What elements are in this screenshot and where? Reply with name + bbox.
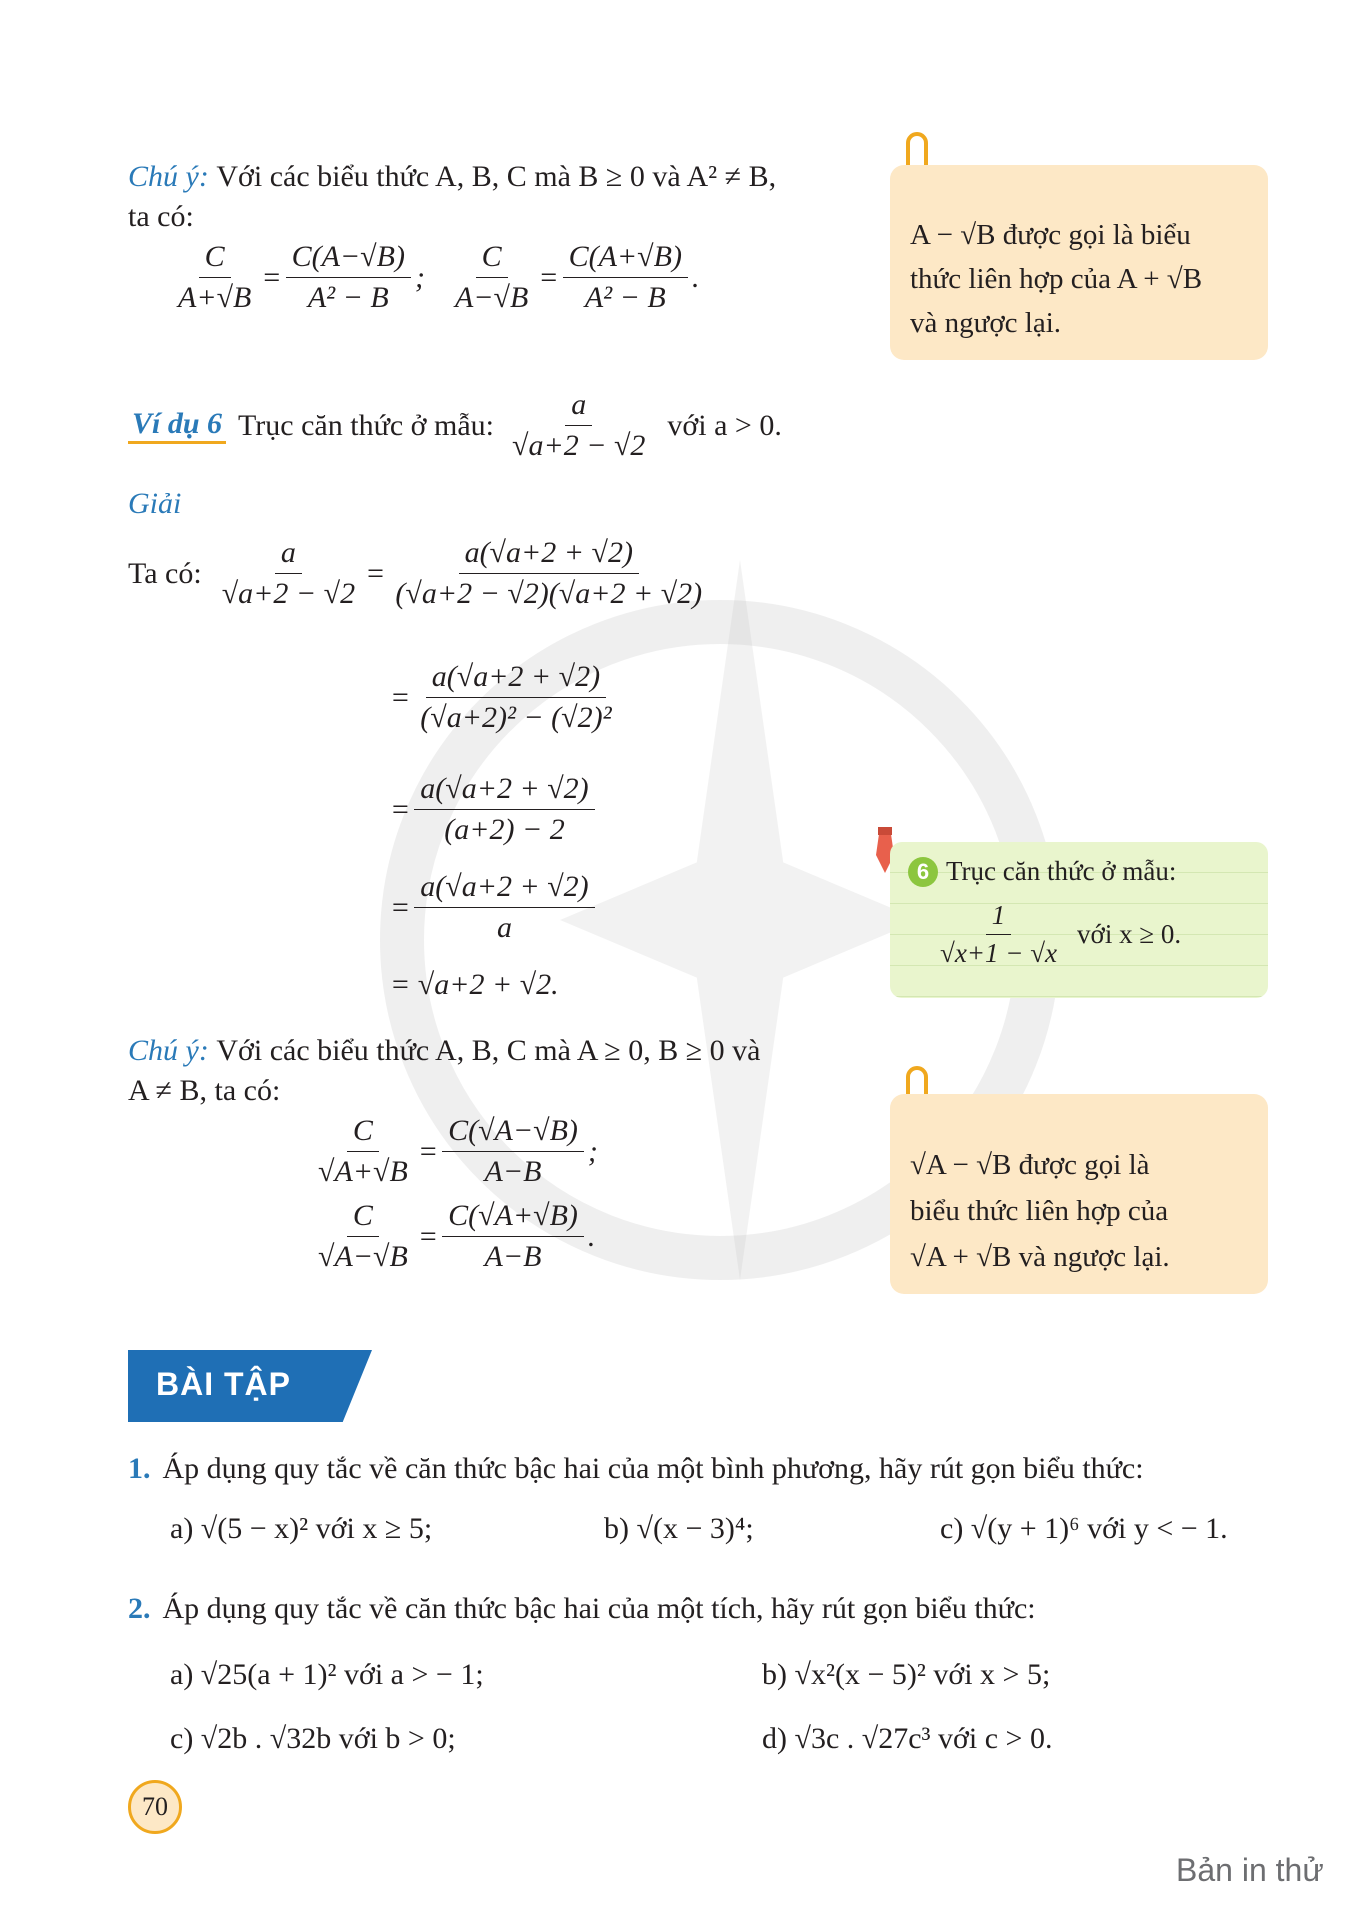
exercise-text: Áp dụng quy tắc về căn thức bậc hai của một tích, hãy rút gọn biểu thức:: [162, 1592, 1036, 1625]
side-note-line: và ngược lại.: [910, 307, 1062, 339]
side-note-line: thức liên hợp của A + √B: [910, 263, 1203, 295]
note-text: A ≠ B, ta có:: [128, 1074, 281, 1107]
fraction-denominator: A−√B: [454, 281, 529, 314]
exercises-header: BÀI TẬP: [156, 1366, 291, 1402]
practice-6-box: [890, 842, 1268, 998]
note-label: Chú ý:: [128, 160, 209, 193]
practice-number-badge: 6: [908, 857, 938, 887]
note-1-formulas: $\frac{C}{A+√B}$ = $\frac{C(A-√B)}{\text{A² − B}}$ ; $\frac{C}{A-√B}$ = $\frac{C(A+√B)}{\text{A² − B}}$ .: [168, 240, 868, 315]
fraction-denominator: (√a+2)² − (√2)²: [420, 701, 612, 734]
note-2-formula-2: $\frac{C}{√A-√B}$ = $\frac{C(√A+√B)}{A-B}$ .: [308, 1199, 868, 1274]
fraction-denominator: A−B: [484, 1240, 542, 1273]
exercise-number: 1.: [128, 1452, 151, 1485]
note-1: [128, 160, 868, 315]
practice-prompt: Trục căn thức ở mẫu:: [946, 856, 1177, 886]
solution-step-5: = √a+2 + √2.: [390, 968, 559, 1001]
fraction-denominator: A−B: [484, 1155, 542, 1188]
example-prompt: Trục căn thức ở mẫu:: [238, 408, 494, 442]
fraction-numerator: a(√a+2 + √2): [426, 660, 606, 698]
fraction-denominator: (√a+2 − √2)(√a+2 + √2): [395, 577, 703, 610]
note-2: [128, 1034, 868, 1274]
example-6: [128, 388, 782, 463]
fraction-numerator: a: [275, 536, 302, 574]
fraction-denominator: √A−√B: [318, 1240, 408, 1273]
exercise-text: Áp dụng quy tắc về căn thức bậc hai của một bình phương, hãy rút gọn biểu thức:: [162, 1452, 1144, 1485]
fraction-denominator: √x+1 − √x: [940, 938, 1058, 968]
fraction-numerator: C(A+√B): [563, 240, 688, 278]
fraction-numerator: C: [199, 240, 231, 278]
exercise-1c: c) √(y + 1)⁶ với y < − 1.: [940, 1512, 1228, 1545]
note-text: ta có:: [128, 200, 194, 233]
solution-step-1: Ta có: $\frac{a}{√a+2 - √2}$ = $\frac{a(√a+2 + √2)}{(√a+2 - √2)(√a+2 + √2)}$: [128, 536, 712, 611]
note-text: Với các biểu thức A, B, C mà A ≥ 0, B ≥ 0 và: [216, 1034, 761, 1067]
exercise-2c: c) √2b . √32b với b > 0;: [170, 1722, 456, 1755]
watermark-text: Bản in thử: [1176, 1852, 1324, 1888]
side-note-line: A − √B được gọi là biểu: [910, 219, 1191, 251]
side-note-line: √A − √B được gọi là: [910, 1149, 1150, 1181]
fraction-numerator: 1: [986, 900, 1012, 935]
solution-label: Giải: [128, 487, 182, 520]
solution-step-2: = $\frac{a(√a+2 + √2)}{\text{(√a+2)² − (√2)²}}$: [390, 660, 622, 735]
exercise-1a: a) √(5 − x)² với x ≥ 5;: [170, 1512, 433, 1545]
note-text: Với các biểu thức A, B, C mà B ≥ 0 và A² ≠ B,: [216, 160, 777, 193]
exercise-2: [128, 1592, 1036, 1626]
exercise-number: 2.: [128, 1592, 151, 1625]
exercise-1b: b) √(x − 3)⁴;: [604, 1512, 754, 1545]
side-note-2: [890, 1094, 1268, 1294]
fraction-numerator: a(√a+2 + √2): [414, 772, 594, 810]
fraction-numerator: C: [476, 240, 508, 278]
fraction-numerator: a(√a+2 + √2): [414, 870, 594, 908]
solution-step-4: = $\frac{a(√a+2 + √2)}{a}$: [390, 870, 599, 945]
fraction-denominator: (a+2) − 2: [444, 813, 565, 846]
fraction-denominator: √A+√B: [318, 1155, 408, 1188]
fraction-denominator: a: [496, 911, 512, 944]
fraction-denominator: √a+2 − √2: [512, 429, 646, 462]
fraction-numerator: C(A−√B): [286, 240, 411, 278]
exercise-2d: d) √3c . √27c³ với c > 0.: [762, 1722, 1053, 1755]
exercise-1: [128, 1452, 1144, 1486]
practice-condition: với x ≥ 0.: [1077, 919, 1182, 949]
exercise-2a: a) √25(a + 1)² với a > − 1;: [170, 1658, 484, 1691]
side-note-1: [890, 165, 1268, 360]
fraction-denominator: A+√B: [178, 281, 252, 314]
note-2-formula-1: $\frac{C}{√A+√B}$ = $\frac{C(√A-√B)}{A-B}$ ;: [308, 1114, 868, 1189]
fraction-numerator: C: [347, 1114, 379, 1152]
fraction-numerator: a(√a+2 + √2): [459, 536, 639, 574]
fraction-numerator: C: [347, 1199, 379, 1237]
side-note-line: √A + √B và ngược lại.: [910, 1241, 1170, 1273]
solution-lead: Ta có:: [128, 556, 202, 590]
fraction-numerator: a: [565, 388, 592, 426]
exercise-2b: b) √x²(x − 5)² với x > 5;: [762, 1658, 1051, 1691]
side-note-line: biểu thức liên hợp của: [910, 1195, 1169, 1227]
fraction-numerator: C(√A−√B): [442, 1114, 584, 1152]
fraction-numerator: C(√A+√B): [442, 1199, 584, 1237]
example-label: Ví dụ 6: [128, 407, 226, 444]
note-label: Chú ý:: [128, 1034, 209, 1067]
solution-step-3: = $\frac{a(√a+2 + √2)}{(a+2) - 2}$: [390, 772, 599, 847]
fraction-denominator: A² − B: [307, 281, 389, 314]
fraction-denominator: √a+2 − √2: [221, 577, 356, 610]
fraction-denominator: A² − B: [584, 281, 666, 314]
example-condition: với a > 0.: [667, 408, 782, 442]
page-number: 70: [128, 1780, 182, 1834]
